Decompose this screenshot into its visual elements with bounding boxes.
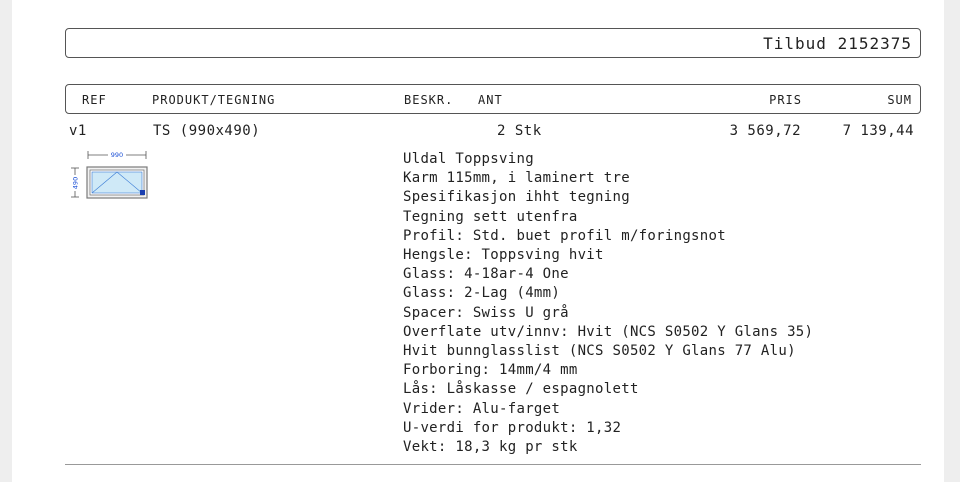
description-line: Karm 115mm, i laminert tre bbox=[403, 170, 630, 187]
header-price: PRIS bbox=[769, 93, 802, 107]
description-line: Glass: 4-18ar-4 One bbox=[403, 266, 569, 283]
window-glass bbox=[92, 172, 142, 193]
quote-title: Tilbud 2152375 bbox=[763, 34, 912, 53]
description-line: Hvit bunnglasslist (NCS S0502 Y Glans 77 Alu) bbox=[403, 343, 796, 360]
description-line: Hengsle: Toppsving hvit bbox=[403, 247, 604, 264]
window-drawing bbox=[70, 148, 152, 202]
description-line: Lås: Låskasse / espagnolett bbox=[403, 381, 639, 398]
item-product: TS (990x490) bbox=[153, 123, 261, 139]
title-box bbox=[65, 28, 921, 58]
item-description bbox=[403, 150, 813, 457]
header-description: BESKR. bbox=[404, 93, 454, 107]
description-line: Glass: 2-Lag (4mm) bbox=[403, 285, 561, 302]
table-header bbox=[65, 84, 921, 114]
page-edge-right bbox=[944, 0, 960, 482]
bottom-divider bbox=[65, 464, 921, 465]
header-sum: SUM bbox=[887, 93, 912, 107]
description-line: Uldal Toppsving bbox=[403, 151, 534, 167]
header-quantity: ANT bbox=[478, 93, 503, 107]
height-label: 490 bbox=[71, 176, 80, 190]
description-line: Spacer: Swiss U grå bbox=[403, 304, 569, 321]
description-line: Spesifikasjon ihht tegning bbox=[403, 189, 630, 206]
description-line: U-verdi for produkt: 1,32 bbox=[403, 419, 622, 436]
item-sum: 7 139,44 bbox=[842, 123, 914, 139]
header-product: PRODUKT/TEGNING bbox=[152, 93, 276, 107]
description-line: Tegning sett utenfra bbox=[403, 208, 578, 225]
item-quantity: 2 Stk bbox=[497, 123, 542, 139]
header-ref: REF bbox=[82, 93, 107, 107]
description-line: Vrider: Alu-farget bbox=[403, 400, 561, 417]
description-line: Forboring: 14mm/4 mm bbox=[403, 362, 578, 379]
width-label: 990 bbox=[110, 151, 124, 159]
page-edge-left bbox=[0, 0, 12, 482]
description-line: Vekt: 18,3 kg pr stk bbox=[403, 439, 578, 456]
item-price: 3 569,72 bbox=[729, 123, 801, 139]
handle-marker bbox=[140, 190, 145, 195]
description-line: Overflate utv/innv: Hvit (NCS S0502 Y Glans 35) bbox=[403, 323, 814, 340]
item-ref: v1 bbox=[69, 123, 87, 139]
description-line: Profil: Std. buet profil m/foringsnot bbox=[403, 227, 726, 244]
